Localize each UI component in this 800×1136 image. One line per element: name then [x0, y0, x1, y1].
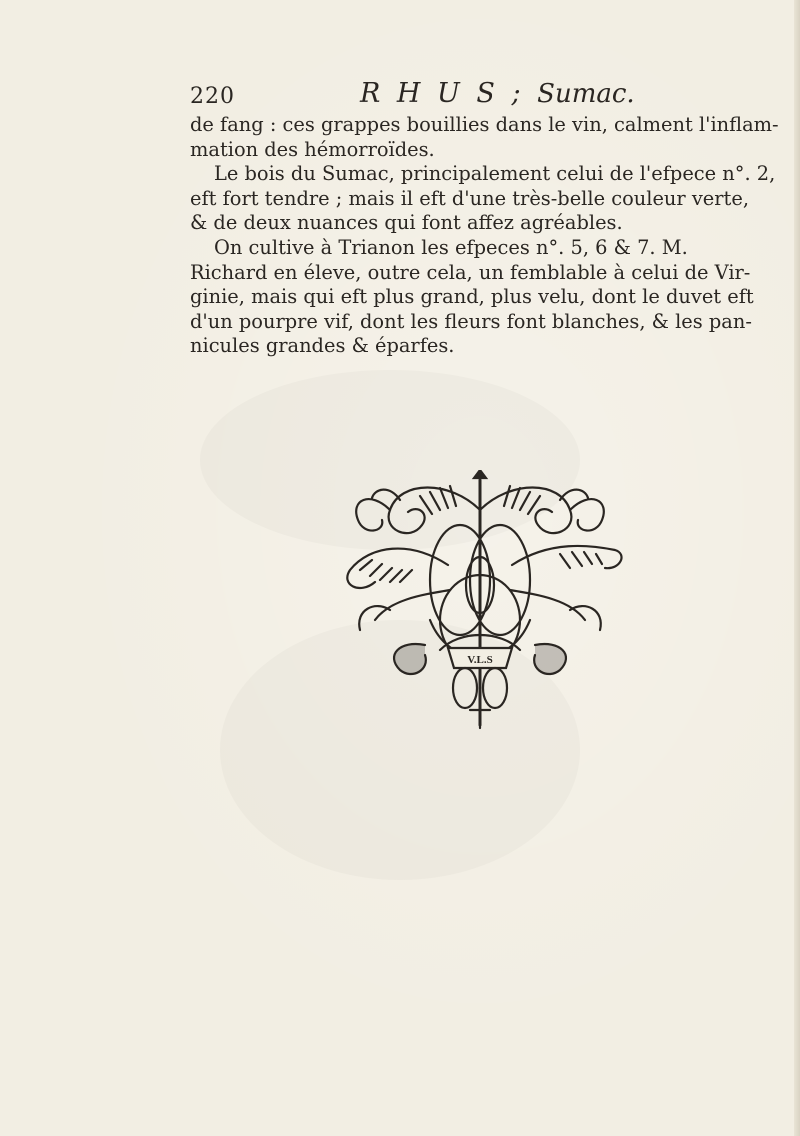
- text-line: d'un pourpre vif, dont les fleurs font blanches, & les pan-: [190, 309, 752, 333]
- text-line: ginie, mais qui eft plus grand, plus velu, dont le duvet eft: [190, 285, 754, 309]
- page-number: 220: [190, 84, 235, 109]
- page-header: [190, 78, 635, 118]
- running-head: [360, 78, 635, 109]
- text-line: nicules grandes & éparfes.: [190, 334, 455, 358]
- text-line: mation des hémorroïdes.: [190, 137, 435, 161]
- text-line: de fang : ces grappes bouillies dans le vin, calment l'inflam-: [190, 113, 779, 136]
- ornament-monogram: V.L.S: [467, 654, 493, 666]
- page-edge: [794, 0, 800, 1136]
- engraved-ornament: [330, 470, 630, 730]
- text-line: Le bois du Sumac, principalement celui de l'efpece n°. 2,: [214, 162, 776, 186]
- running-head-title: R H U S ;: [360, 78, 525, 109]
- text-line: On cultive à Trianon les efpeces n°. 5, 6 & 7. M.: [214, 235, 688, 259]
- text-line: eft fort tendre ; mais il eft d'une très-belle couleur verte,: [190, 186, 749, 210]
- body-text: [190, 113, 779, 359]
- text-line: & de deux nuances qui font affez agréables.: [190, 211, 623, 235]
- running-head-subtitle: Sumac.: [537, 79, 635, 109]
- text-line: Richard en éleve, outre cela, un femblable à celui de Vir-: [190, 260, 751, 284]
